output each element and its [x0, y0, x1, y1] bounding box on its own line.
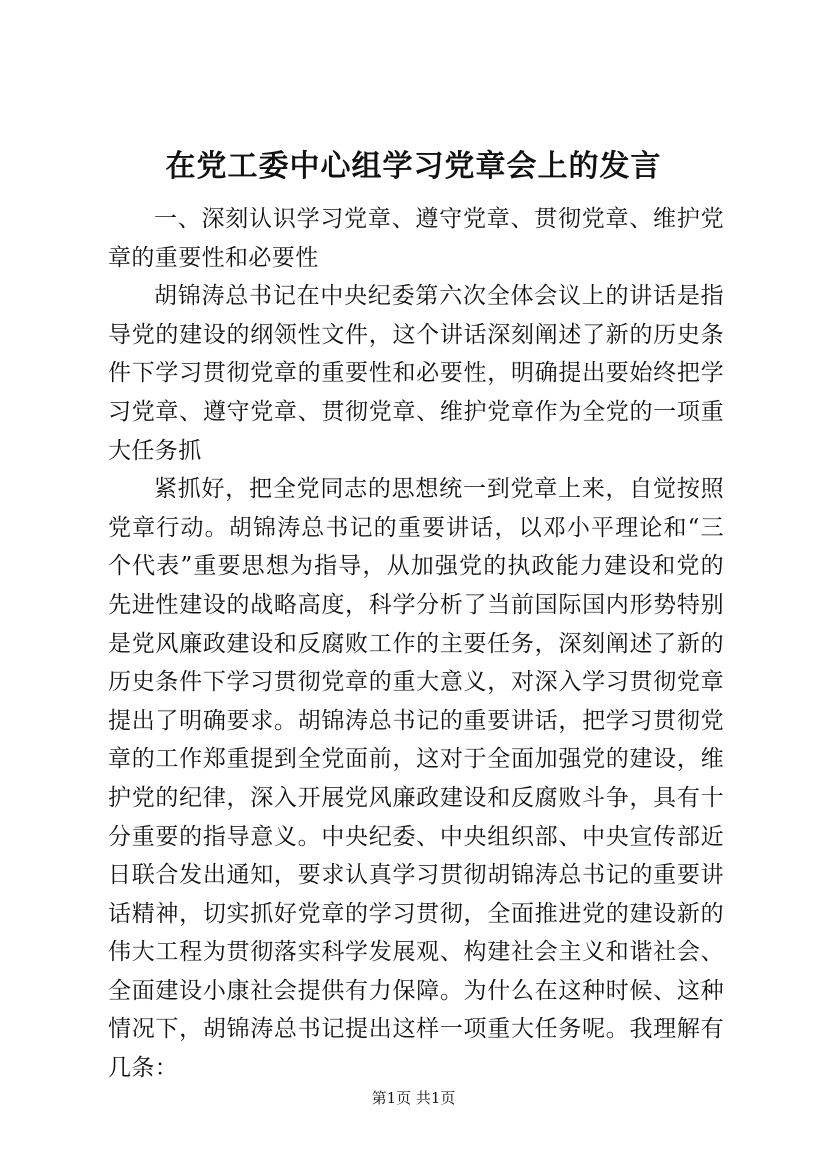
section-heading-paragraph: 一、深刻认识学习党章、遵守党章、贯彻党章、维护党章的重要性和必要性: [108, 206, 724, 271]
body-paragraph: 胡锦涛总书记在中央纪委第六次全体会议上的讲话是指导党的建设的纲领性文件，这个讲话深刻阐述了新的历史条件下学习贯彻党章的重要性和必要性，明确提出要始终把学习党章、遵守党章、贯彻党章、维护党章作为全党的一项重大任务抓: [108, 283, 724, 464]
document-body: [108, 200, 724, 1088]
body-paragraph: 紧抓好，把全党同志的思想统一到党章上来，自觉按照党章行动。胡锦涛总书记的重要讲话，以邓小平理论和“三个代表”重要思想为指导，从加强党的执政能力建设和党的先进性建设的战略高度，科学分析了当前国际国内形势特别是党风廉政建设和反腐败工作的主要任务，深刻阐述了新的历史条件下学习贯彻党章的重大意义，对深入学习贯彻党章提出了明确要求。胡锦涛总书记的重要讲话，把学习贯彻党章的工作郑重提到全党面前，这对于全面加强党的建设，维护党的纪律，深入开展党风廉政建设和反腐败斗争，具有十分重要的指导意义。中央纪委、中央组织部、中央宣传部近日联合发出通知，要求认真学习贯彻胡锦涛总书记的重要讲话精神，切实抓好党章的学习贯彻，全面推进党的建设新的伟大工程为贯彻落实科学发展观、构建社会主义和谐社会、全面建设小康社会提供有力保障。为什么在这种时候、这种情况下，胡锦涛总书记提出这样一项重大任务呢。我理解有几条：: [108, 476, 724, 1082]
page-number-footer: 第1页 共1页: [371, 1089, 456, 1107]
document-title: 在党工委中心组学习党章会上的发言: [165, 149, 662, 184]
